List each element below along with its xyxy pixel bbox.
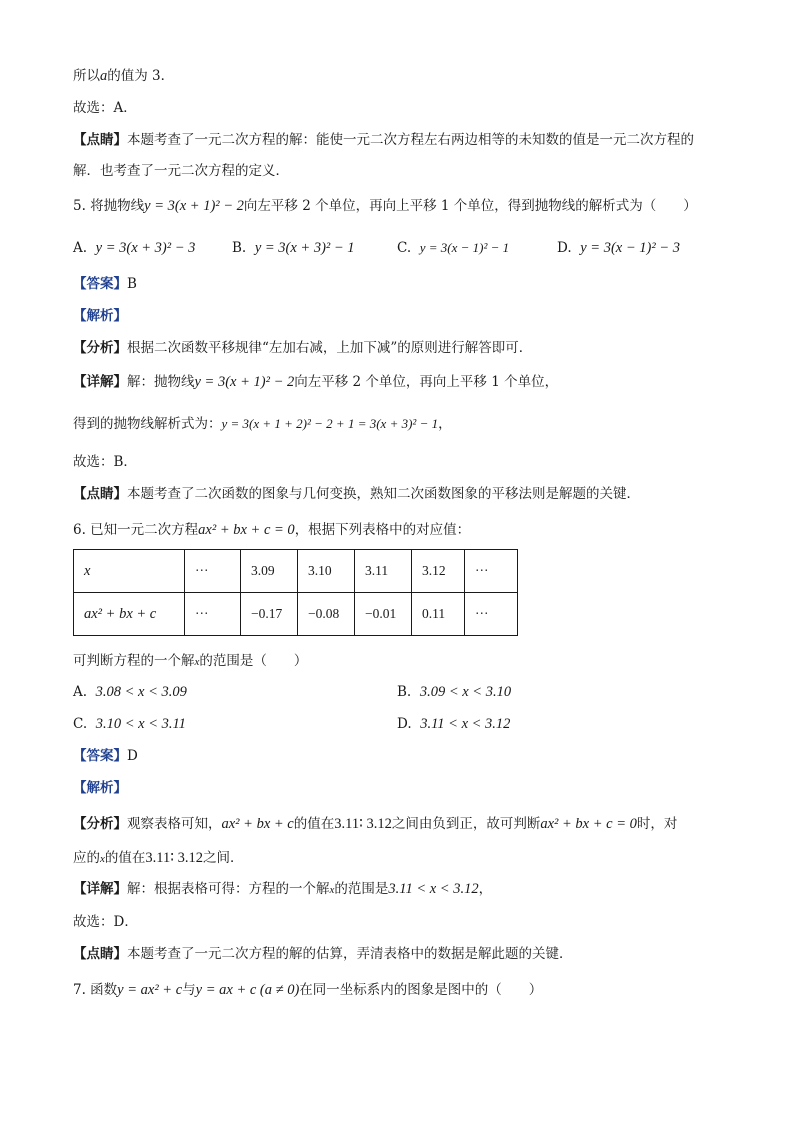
math-formula: y = ax² + c — [117, 982, 183, 998]
text-line: 故选：B． — [73, 454, 137, 470]
table-cell: ··· — [185, 593, 241, 636]
q6-analysis-tag: 【解析】 — [73, 780, 127, 796]
section-tag: 【详解】 — [73, 881, 127, 897]
section-tag: 【答案】 — [73, 748, 127, 764]
table-cell: 3.12 — [412, 550, 465, 593]
section-tag: 【分析】 — [73, 340, 127, 356]
text-line: 解．也考查了一元二次方程的定义． — [73, 163, 289, 179]
section-tag: 【分析】 — [73, 816, 127, 832]
table-cell: −0.01 — [355, 593, 412, 636]
section-tag: 【点睛】 — [73, 946, 127, 962]
table-cell: x — [74, 550, 185, 593]
table-cell: 3.10 — [298, 550, 355, 593]
table-cell: −0.08 — [298, 593, 355, 636]
q6-option-c: C. 3.10 < x < 3.11 — [73, 716, 186, 732]
q6-xiangjie: 【详解】解：根据表格可得：方程的一个解x的范围是3.11 < x < 3.12， — [73, 881, 493, 897]
table-cell: −0.17 — [241, 593, 298, 636]
math-formula: y = 3(x + 1 + 2)² − 2 + 1 = 3(x + 3)² − 1 — [221, 416, 439, 431]
text-line: 所以a的值为 3． — [73, 68, 175, 84]
math-formula: ax² + bx + c = 0 — [198, 522, 295, 538]
table-row — [74, 550, 518, 593]
table-cell: ax² + bx + c — [74, 593, 185, 636]
q6-dianjing: 【点睛】本题考查了一元二次方程的解的估算，弄清表格中的数据是解此题的关键． — [73, 946, 573, 962]
table-cell: 0.11 — [412, 593, 465, 636]
question-5-stem: 5. 将抛物线y = 3(x + 1)² − 2向左平移 2 个单位，再向上平移 1 个单位，得到抛物线的解析式为（ ） — [73, 198, 697, 214]
table-cell: ··· — [185, 550, 241, 593]
q5-answer: 【答案】B — [73, 276, 137, 292]
math-formula: y = 3(x + 1)² − 2 — [144, 198, 244, 214]
q6-option-a: A. 3.08 < x < 3.09 — [73, 684, 187, 700]
text-line: 故选：A． — [73, 100, 137, 116]
table-row — [74, 593, 518, 636]
q6-option-d: D. 3.11 < x < 3.12 — [397, 716, 511, 732]
q5-analysis-tag: 【解析】 — [73, 308, 127, 324]
q6-answer: 【答案】D — [73, 748, 138, 764]
table-cell: 3.11 — [355, 550, 412, 593]
table-cell: 3.09 — [241, 550, 298, 593]
value-table — [73, 549, 518, 636]
q5-option-a: A. y = 3(x + 3)² − 3 — [73, 240, 196, 256]
q5-option-d: D. y = 3(x − 1)² − 3 — [557, 240, 680, 256]
q5-result: 得到的抛物线解析式为：y = 3(x + 1 + 2)² − 2 + 1 = 3(x + 3)² − 1， — [73, 416, 452, 432]
section-tag: 【点睛】 — [73, 486, 127, 502]
text-line: 【点睛】本题考查了一元二次方程的解：能使一元二次方程左右两边相等的未知数的值是一元二次方程的 — [73, 132, 694, 148]
math-formula: y = 3(x + 1)² − 2 — [194, 374, 295, 390]
question-6-stem: 6. 已知一元二次方程ax² + bx + c = 0，根据下列表格中的对应值： — [73, 522, 471, 538]
q6-fenxi-cont: 应的x的值在3.11∶ 3.12之间． — [73, 850, 244, 866]
text-line: 故选：D． — [73, 914, 138, 930]
q6-option-b: B. 3.09 < x < 3.10 — [397, 684, 512, 700]
table-cell: ··· — [465, 593, 518, 636]
q5-fenxi: 【分析】根据二次函数平移规律“左加右减，上加下减”的原则进行解答即可． — [73, 340, 533, 356]
section-tag: 【点睛】 — [73, 132, 127, 148]
q5-option-c: C. y = 3(x − 1)² − 1 — [397, 240, 510, 256]
section-tag: 【详解】 — [73, 374, 127, 390]
q5-dianjing: 【点睛】本题考查了二次函数的图象与几何变换，熟知二次函数图象的平移法则是解题的关键． — [73, 486, 640, 502]
q6-judge: 可判断方程的一个解x的范围是（ ） — [73, 653, 308, 669]
q6-fenxi: 【分析】观察表格可知，ax² + bx + c的值在3.11∶ 3.12之间由负到正，故可判断ax² + bx + c = 0时，对 — [73, 816, 678, 832]
question-7-stem: 7. 函数y = ax² + c与y = ax + c (a ≠ 0)在同一坐标系内的图象是图中的（ ） — [73, 982, 543, 998]
section-tag: 【答案】 — [73, 276, 127, 292]
q5-xiangjie: 【详解】解：抛物线y = 3(x + 1)² − 2向左平移 2 个单位，再向上平移 1 个单位， — [73, 374, 559, 390]
math-var: a — [100, 68, 108, 84]
table-cell: ··· — [465, 550, 518, 593]
math-formula: y = ax + c (a ≠ 0) — [195, 982, 300, 998]
q5-option-b: B. y = 3(x + 3)² − 1 — [232, 240, 355, 256]
